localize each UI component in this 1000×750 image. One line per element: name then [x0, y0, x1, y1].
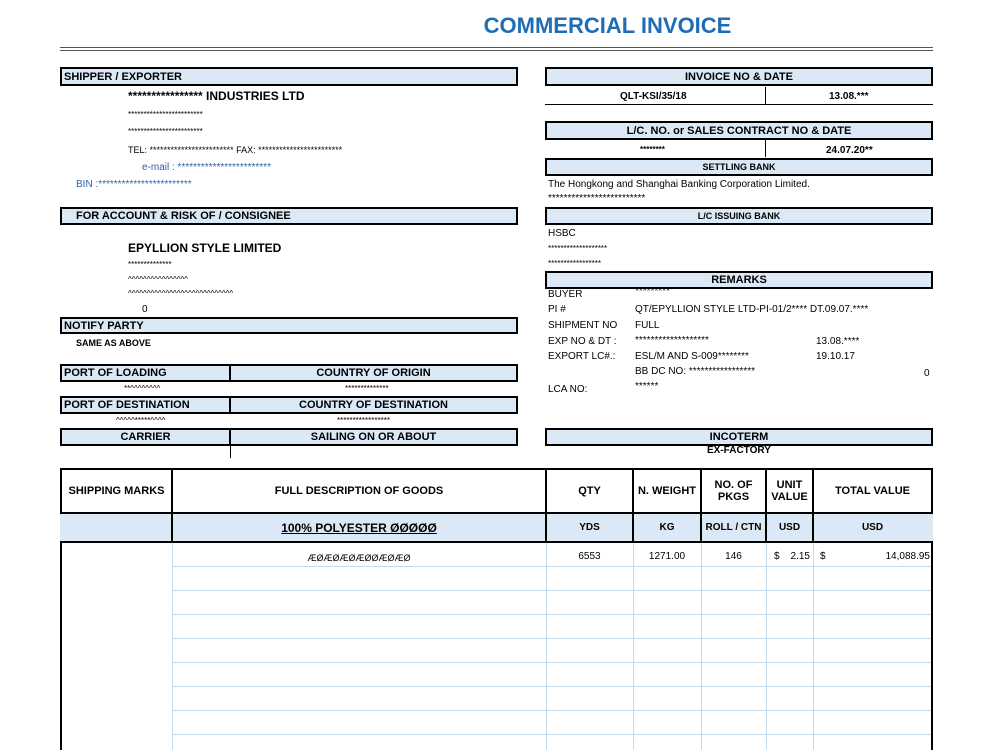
shipper-email: e-mail : ************************ [142, 162, 271, 173]
consignee-line-3: ^^^^^^^^^^^^^^^^^^^^^^^^^^^^ [128, 289, 234, 298]
remarks-exp-value: ******************* [635, 335, 709, 346]
grid-col-1 [172, 543, 173, 750]
remarks-export-lc-date: 19.10.17 [816, 351, 855, 362]
col-qty: QTY [578, 485, 601, 497]
shipper-name: **************** INDUSTRIES LTD [128, 89, 305, 103]
country-of-origin-header: COUNTRY OF ORIGIN [229, 364, 518, 382]
unit-qty: YDS [579, 522, 600, 533]
grid-col-4 [701, 543, 702, 750]
port-of-destination-value: ^^^^^*****^^^^ [116, 416, 166, 425]
row-unit-symbol: $ [774, 551, 780, 562]
row-weight: 1271.00 [648, 551, 686, 562]
port-of-destination-header: PORT OF DESTINATION [60, 396, 231, 414]
remarks-lca-label: LCA NO: [548, 384, 588, 395]
invoice-number: QLT-KSI/35/18 [620, 91, 687, 102]
row-description: ÆØÆØÆØÆØØÆØÆØ [307, 553, 411, 563]
unit-currency: USD [778, 522, 801, 533]
remarks-lca-value: ****** [635, 381, 659, 392]
title-rule-top [60, 47, 933, 48]
remarks-buyer-label: BUYER [548, 289, 583, 300]
grid-row-1 [172, 566, 931, 567]
unit-pkgs: ROLL / CTN [705, 522, 762, 533]
incoterm-header: INCOTERM [545, 428, 933, 446]
grid-row-8 [172, 734, 931, 735]
col-description: FULL DESCRIPTION OF GOODS [274, 485, 444, 497]
invoice-date: 13.08.*** [829, 91, 869, 102]
lc-number: ******** [640, 145, 665, 154]
remarks-pi-label: PI # [548, 304, 566, 315]
lc-issuing-bank-name: HSBC [548, 228, 576, 239]
incoterm-value: EX-FACTORY [707, 445, 771, 456]
consignee-name: EPYLLION STYLE LIMITED [128, 241, 282, 255]
lc-issuing-bank-line-2: ***************** [548, 259, 601, 268]
grid-col-5 [766, 543, 767, 750]
shipper-bin: BIN :************************ [76, 179, 192, 190]
notify-value: SAME AS ABOVE [76, 338, 151, 348]
row-unit-value: 2.15 [790, 551, 810, 562]
lc-header: L/C. NO. or SALES CONTRACT NO & DATE [545, 121, 933, 140]
shipper-address-1: ************************ [128, 110, 203, 119]
grid-row-5 [172, 662, 931, 663]
notify-header: NOTIFY PARTY [60, 317, 518, 334]
grid-row-2 [172, 590, 931, 591]
remarks-shipment-value: FULL [635, 320, 660, 331]
lc-issuing-bank-line-1: ******************* [548, 244, 608, 253]
row-pkgs: 146 [725, 551, 742, 562]
remarks-pi-value: QT/EPYLLION STYLE LTD-PI-01/2**** DT.09.07.**** [635, 304, 869, 315]
col-pkgs: NO. OF PKGS [714, 479, 753, 503]
grid-col-2 [546, 543, 547, 750]
invoice-divider [765, 87, 766, 104]
consignee-header: FOR ACCOUNT & RISK OF / CONSIGNEE [60, 207, 518, 225]
settling-bank-name: The Hongkong and Shanghai Banking Corporation Limited. [548, 179, 810, 190]
port-of-loading-header: PORT OF LOADING [60, 364, 231, 382]
remarks-bbdc-zero: 0 [924, 368, 930, 379]
settling-bank-header: SETTLING BANK [545, 158, 933, 176]
remarks-exp-label: EXP NO & DT : [548, 336, 617, 347]
col-shipping-marks: SHIPPING MARKS [68, 485, 165, 497]
lc-date: 24.07.20** [826, 145, 873, 156]
lc-divider [765, 140, 766, 157]
country-of-origin-value: ************** [345, 384, 389, 393]
grid-col-6 [813, 543, 814, 750]
row-qty: 6553 [578, 551, 601, 562]
invoice-underline [545, 104, 933, 105]
remarks-shipment-label: SHIPMENT NO [548, 320, 618, 331]
grid-row-3 [172, 614, 931, 615]
lc-issuing-bank-header: L/C ISSUING BANK [545, 207, 933, 225]
carrier-header: CARRIER [60, 428, 231, 446]
goods-description-heading: 100% POLYESTER ØØØØØ [281, 520, 437, 535]
country-of-destination-header: COUNTRY OF DESTINATION [229, 396, 518, 414]
grid-row-7 [172, 710, 931, 711]
shipper-tel-fax: TEL: ************************ FAX: ************************ [128, 145, 343, 155]
col-weight: N. WEIGHT [637, 485, 697, 497]
table-subheader-bottom-border [60, 541, 933, 543]
row-total-symbol: $ [820, 551, 826, 562]
page-title: COMMERCIAL INVOICE [483, 13, 732, 38]
col-total-value: TOTAL VALUE [835, 485, 910, 497]
grid-row-4 [172, 638, 931, 639]
invoice-header: INVOICE NO & DATE [545, 67, 933, 86]
col-unit-value: UNIT VALUE [771, 479, 808, 503]
settling-bank-line2: ************************* [548, 193, 646, 204]
grid-col-3 [633, 543, 634, 750]
title-rule-bottom [60, 50, 933, 51]
remarks-buyer-value: ********* [635, 286, 671, 297]
carrier-divider [230, 446, 231, 458]
remarks-bbdc-value: BB DC NO: ***************** [635, 366, 756, 377]
remarks-export-lc-value: ESL/M AND S-009******** [635, 351, 749, 362]
sailing-header: SAILING ON OR ABOUT [229, 428, 518, 446]
port-of-loading-value: **^^^^^^^^ [124, 384, 161, 393]
unit-weight: KG [659, 522, 675, 533]
remarks-exp-date: 13.08.**** [816, 336, 860, 347]
shipper-address-2: ************************ [128, 127, 203, 136]
total-currency: USD [861, 522, 884, 533]
consignee-line-2: ^^^^^^^^^^^^^^^^ [128, 275, 189, 284]
country-of-destination-value: ***************** [337, 416, 390, 425]
grid-row-6 [172, 686, 931, 687]
consignee-line-1: ************** [128, 260, 172, 269]
remarks-export-lc-label: EXPORT LC#.: [548, 351, 616, 362]
shipper-header: SHIPPER / EXPORTER [60, 67, 518, 86]
consignee-zero: 0 [142, 304, 148, 315]
row-total-value: 14,088.95 [885, 551, 930, 562]
remarks-header: REMARKS [545, 271, 933, 289]
